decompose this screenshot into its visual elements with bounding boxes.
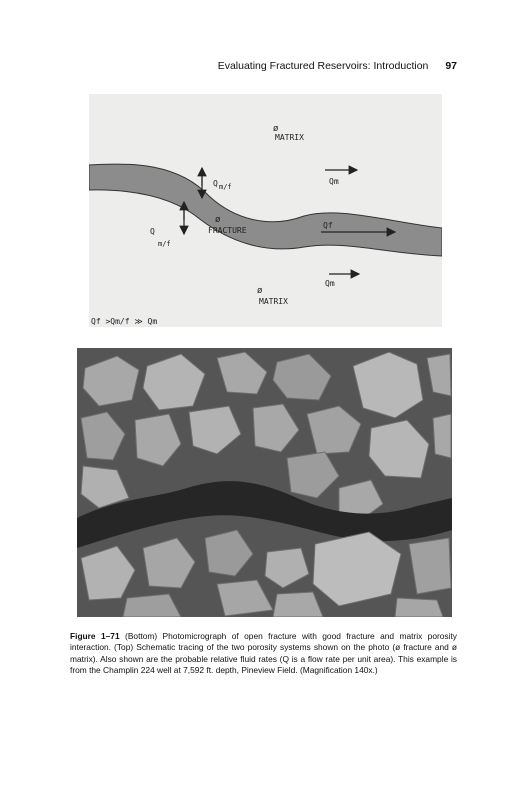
q-mf-lower-label: Q <box>150 227 155 236</box>
running-title: Evaluating Fractured Reservoirs: Introduction <box>217 60 429 72</box>
fracture-band <box>89 164 442 256</box>
phi-matrix-bottom: ø <box>257 286 263 296</box>
q-mf-lower-sub: m/f <box>158 240 171 248</box>
q-mf-upper-label: Q <box>213 179 218 188</box>
phi-fracture: ø <box>215 215 221 225</box>
matrix-label-bottom: MATRIX <box>259 297 288 306</box>
figure-label: Figure 1–71 <box>70 631 120 641</box>
flow-rate-relation: Qf >Qm/f ≫ Qm <box>91 317 158 326</box>
photomicrograph <box>77 348 452 617</box>
qm-upper-label: Qm <box>329 177 339 186</box>
schematic-diagram <box>89 94 442 327</box>
qf-label: Qf <box>323 221 333 230</box>
qm-lower-label: Qm <box>325 279 335 288</box>
figure-caption <box>70 631 457 677</box>
phi-matrix-top: ø <box>273 124 279 134</box>
schematic-svg <box>89 94 442 327</box>
fracture-label: FRACTURE <box>208 226 247 235</box>
photomicrograph-image <box>77 348 452 617</box>
q-mf-upper-sub: m/f <box>219 183 232 191</box>
page-number: 97 <box>445 60 457 72</box>
matrix-label-top: MATRIX <box>275 133 304 142</box>
running-header <box>0 60 457 72</box>
figure-caption-text: (Bottom) Photomicrograph of open fracture with good fracture and matrix porosity interaction. (Top) Schematic tracing of the two porosity systems shown on the photo (ø fracture and ø matrix). Also shown are the probable relative fluid rates (Q is a flow rate per unit area). This example is from the Champlin 224 well at 7,592 ft. depth, Pineview Field. (Magnification 140x.) <box>70 631 457 676</box>
